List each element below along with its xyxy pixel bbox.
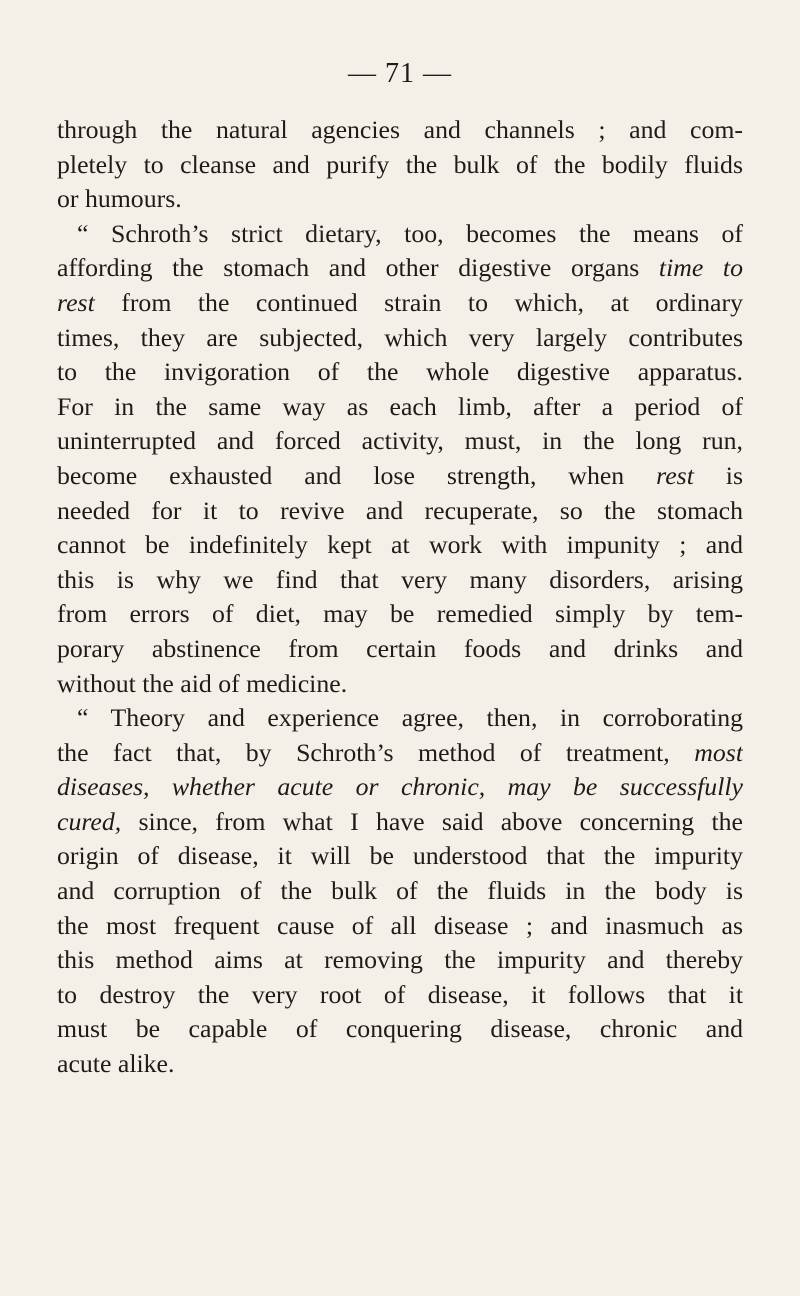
- text-line: must be capable of conquering disease, chronic and: [57, 1014, 743, 1044]
- emphasis: cured,: [57, 806, 122, 836]
- emphasis: diseases, whether acute or chronic, may be successfully: [57, 772, 743, 802]
- body-text: [57, 113, 743, 1082]
- text-line: needed for it to revive and recuperate, so the stomach: [57, 495, 743, 525]
- text-line: uninterrupted and forced activity, must, in the long run,: [57, 426, 743, 456]
- text-line: and corruption of the bulk of the fluids in the body is: [57, 876, 743, 906]
- text-line: acute alike.: [57, 1049, 175, 1079]
- text-line: porary abstinence from certain foods and drinks and: [57, 633, 743, 663]
- emphasis: rest: [57, 287, 95, 317]
- text-line: cannot be indefinitely kept at work with impunity ; and: [57, 530, 743, 560]
- text-line: this is why we find that very many disorders, arising: [57, 564, 743, 594]
- text-line: through the natural agencies and channels ; and com-: [57, 115, 743, 144]
- text-line: rest from the continued strain to which, at ordinary: [57, 287, 743, 317]
- text-line: without the aid of medicine.: [57, 668, 348, 698]
- emphasis: rest: [656, 460, 694, 490]
- page-number: — 71 —: [348, 58, 452, 89]
- text-line: become exhausted and lose strength, when rest is: [57, 460, 743, 490]
- text-line: “ Theory and experience agree, then, in corroborating: [77, 703, 743, 733]
- text-line: times, they are subjected, which very largely contributes: [57, 322, 743, 352]
- text-line: or humours.: [57, 184, 182, 214]
- text-line: to the invigoration of the whole digestive apparatus.: [57, 357, 743, 387]
- text-line: “ Schroth’s strict dietary, too, becomes the means of: [77, 218, 743, 248]
- text-line: pletely to cleanse and purify the bulk of the bodily fluids: [57, 149, 743, 179]
- text-line: this method aims at removing the impurity and thereby: [57, 945, 743, 975]
- text-line: the most frequent cause of all disease ; and inasmuch as: [57, 910, 743, 940]
- text-line: origin of disease, it will be understood that the impurity: [57, 841, 743, 871]
- text-line: [57, 770, 743, 805]
- text-line: For in the same way as each limb, after a period of: [57, 391, 743, 421]
- text-line: from errors of diet, may be remedied simply by tem-: [57, 599, 743, 629]
- emphasis: most: [694, 737, 743, 767]
- text-line: cured, since, from what I have said above concerning the: [57, 806, 743, 836]
- text-line: to destroy the very root of disease, it follows that it: [57, 979, 743, 1009]
- text-line: affording the stomach and other digestive organs time to: [57, 253, 743, 283]
- emphasis: time to: [658, 253, 743, 283]
- text-line: the fact that, by Schroth’s method of treatment, most: [57, 737, 743, 767]
